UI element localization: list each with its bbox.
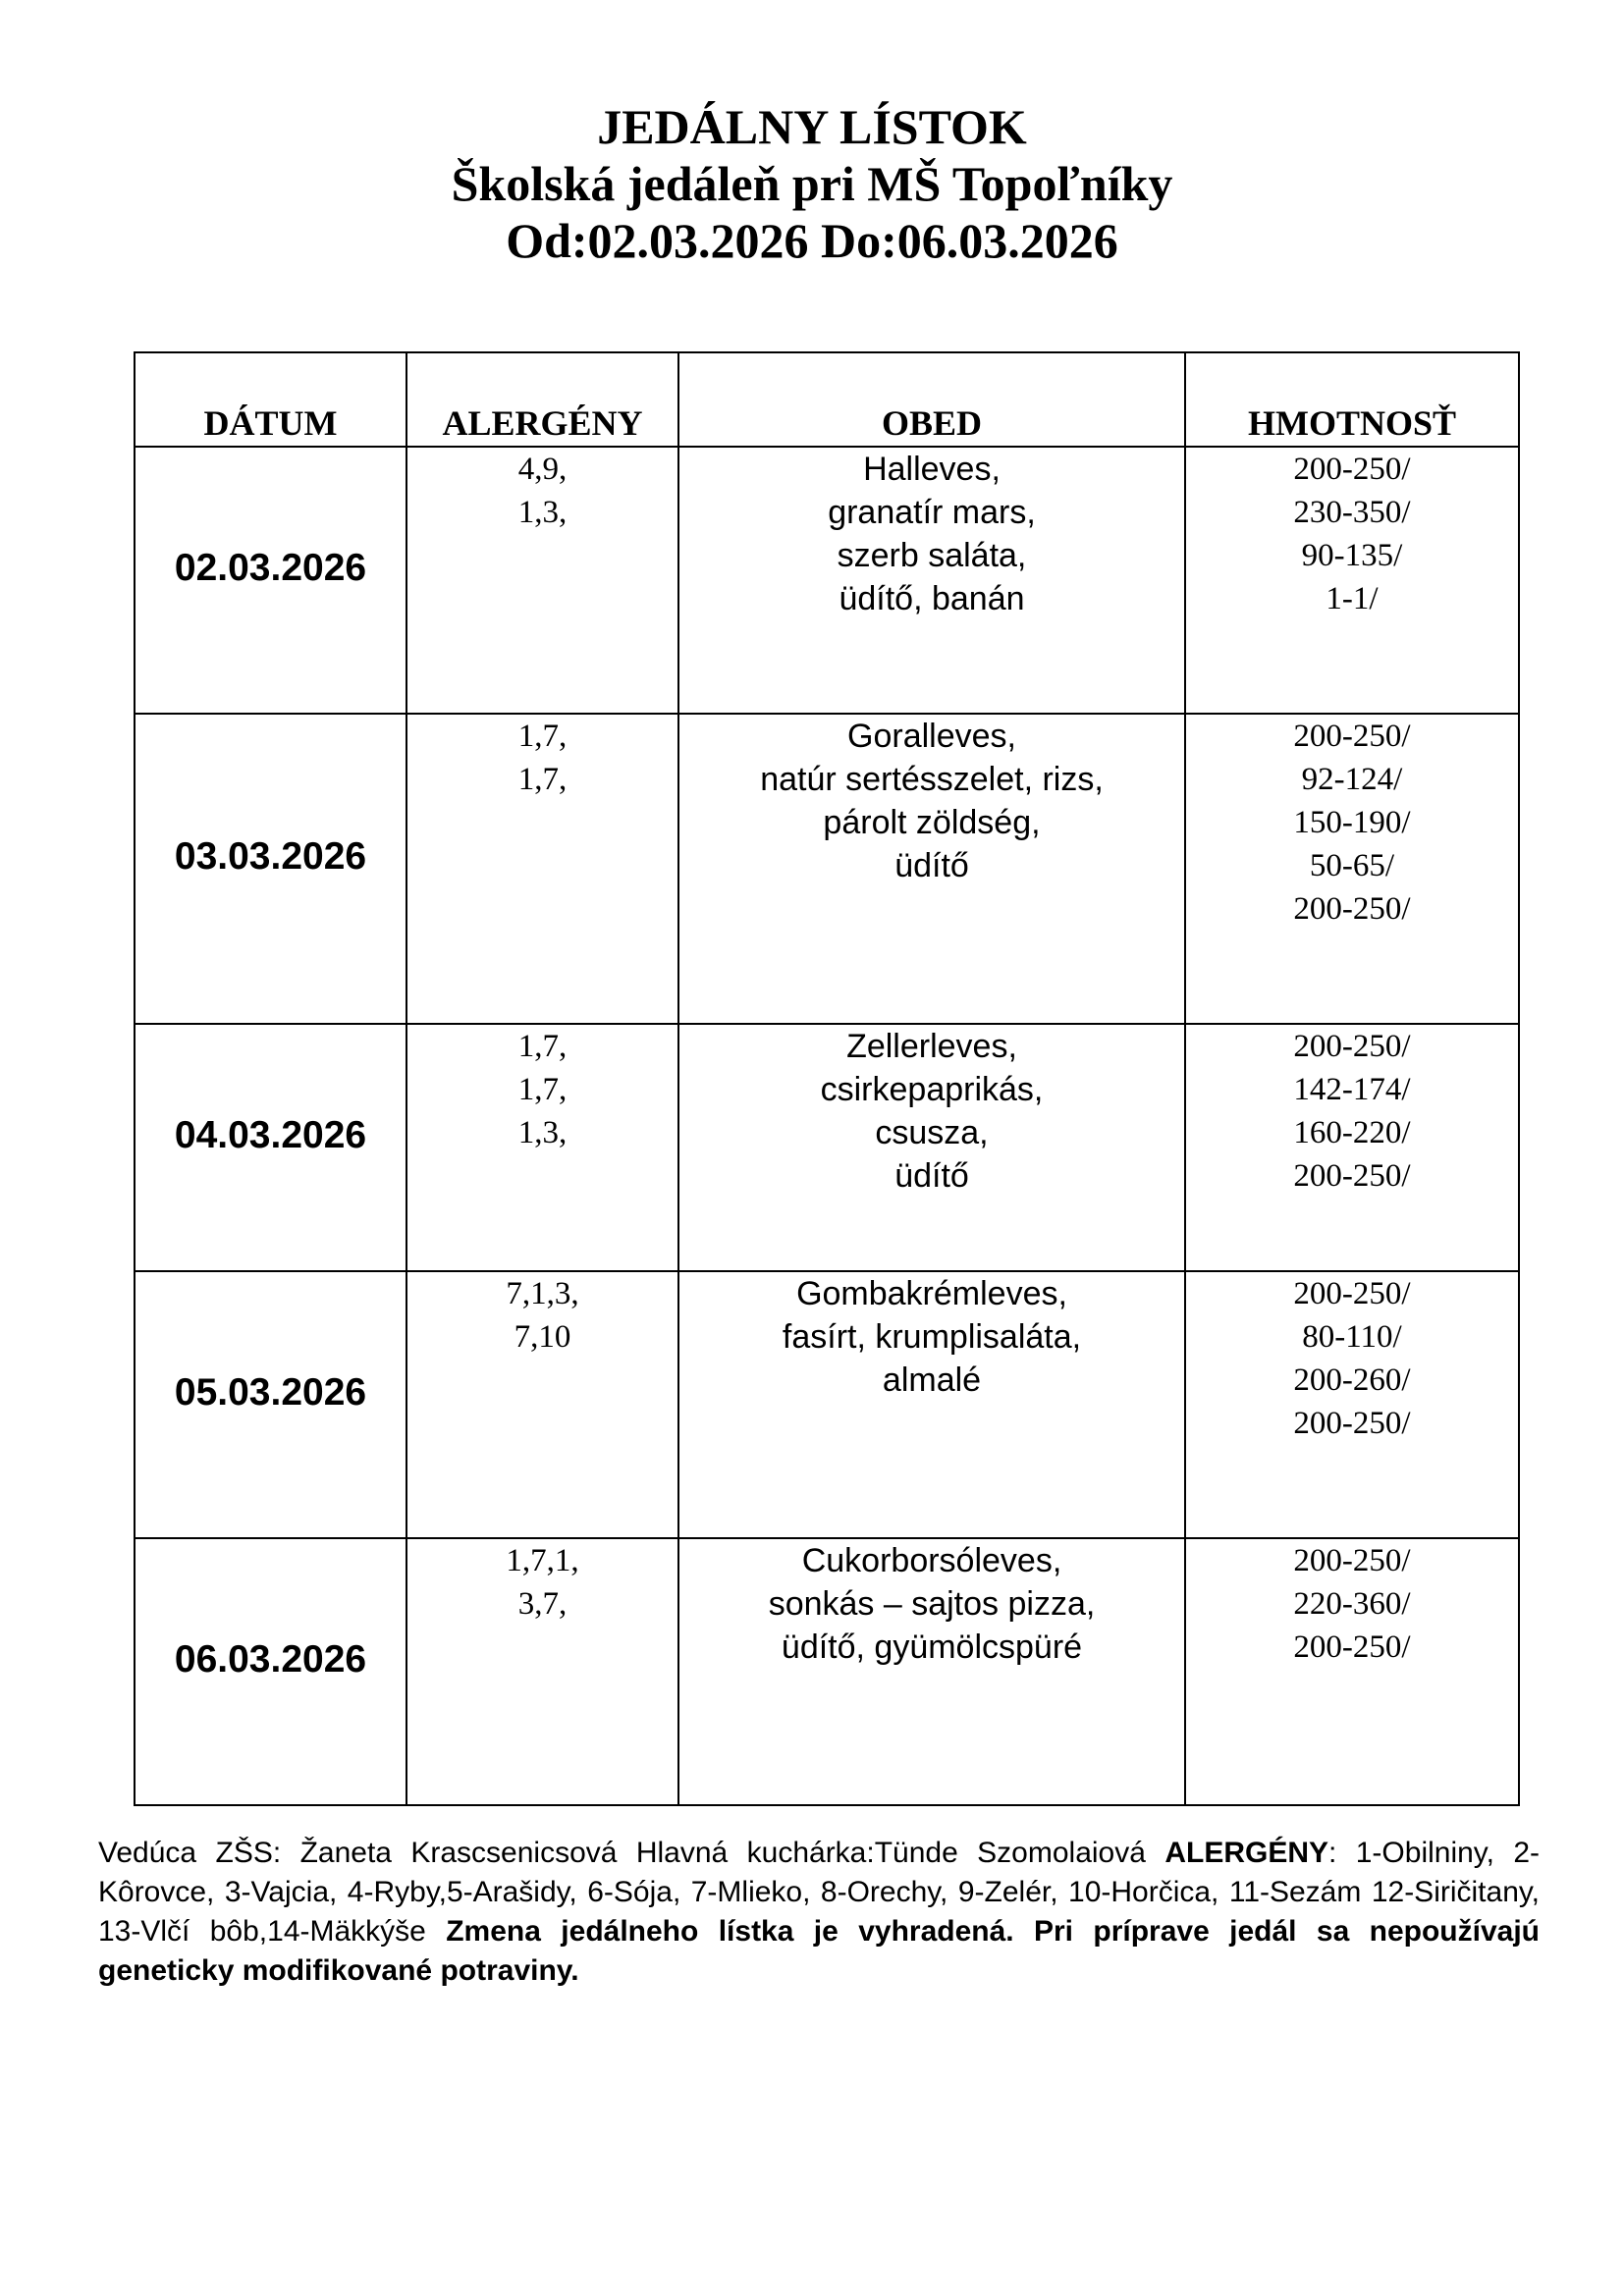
table-row	[135, 1538, 1519, 1805]
row-meal	[678, 447, 1185, 714]
page-title: JEDÁLNY LÍSTOK	[597, 99, 1027, 154]
footer-allergens-label: ALERGÉNY	[1164, 1837, 1329, 1869]
row-weights-line: 90-135/	[1301, 538, 1403, 573]
row-date-text: 03.03.2026	[174, 835, 367, 878]
row-allergens	[406, 447, 678, 714]
row-weights-line: 230-350/	[1293, 495, 1411, 530]
row-allergens	[406, 1538, 678, 1805]
footer-allergens-list: : 1-Obilniny, 2-Kôrovce, 3-Vajcia, 4-Ryby,5-Arašidy, 6-Sója, 7-Mlieko, 8-Orechy, 9-Zelér, 10-Horčica, 11-Sezám 12-Siričitany, 13-Vlčí bôb,14-Mäkkýše	[98, 1837, 1540, 1948]
column-header-allergens: ALERGÉNY	[406, 352, 678, 447]
row-date	[135, 1538, 406, 1805]
row-meal-line: almalé	[882, 1362, 982, 1399]
row-weights-line: 200-250/	[1293, 1029, 1411, 1064]
row-meal-line: üdítő, banán	[839, 580, 1025, 617]
row-meal-line: Gombakrémleves,	[796, 1275, 1067, 1312]
row-meal-line: üdítő	[894, 1157, 969, 1195]
row-allergens-line: 1,3,	[517, 495, 568, 530]
row-meal-line: üdítő, gyümölcspüré	[781, 1629, 1083, 1666]
row-date	[135, 447, 406, 714]
menu-period: Od:02.03.2026 Do:06.03.2026	[506, 213, 1118, 268]
footer-notice: Zmena jedálneho lístka je vyhradená. Pri príprave jedál sa nepoužívajú geneticky modifikované potraviny.	[98, 1915, 1540, 1987]
row-allergens-line: 1,7,	[517, 762, 568, 797]
row-weights-line: 200-250/	[1293, 1406, 1411, 1441]
row-allergens-line: 1,3,	[517, 1115, 568, 1150]
row-weights-line: 200-260/	[1293, 1362, 1411, 1398]
row-weights-line: 200-250/	[1293, 719, 1411, 754]
row-allergens-line: 4,9,	[517, 452, 568, 487]
table-row	[135, 447, 1519, 714]
row-meal-line: natúr sertésszelet, rizs,	[760, 761, 1104, 798]
row-meal	[678, 1024, 1185, 1271]
row-weights	[1185, 1024, 1519, 1271]
row-weights	[1185, 714, 1519, 1024]
row-allergens-line: 1,7,	[517, 1029, 568, 1064]
row-weights-line: 150-190/	[1293, 805, 1411, 840]
row-meal-line: párolt zöldség,	[823, 804, 1041, 841]
row-meal-line: fasírt, krumplisaláta,	[782, 1318, 1082, 1356]
table-row	[135, 1271, 1519, 1538]
row-meal-line: Goralleves,	[847, 718, 1016, 755]
column-header-weight: HMOTNOSŤ	[1185, 352, 1519, 447]
row-meal-line: granatír mars,	[828, 494, 1036, 531]
row-allergens-line: 1,7,	[517, 719, 568, 754]
row-meal-line: sonkás – sajtos pizza,	[768, 1585, 1096, 1623]
row-date	[135, 1271, 406, 1538]
row-weights-line: 1-1/	[1326, 581, 1379, 616]
row-meal	[678, 1271, 1185, 1538]
table-row	[135, 714, 1519, 1024]
row-allergens-line: 7,10	[514, 1319, 571, 1355]
row-meal-line: üdítő	[894, 847, 969, 884]
column-header-date: DÁTUM	[135, 352, 406, 447]
row-weights-line: 200-250/	[1293, 1543, 1411, 1578]
table-row	[135, 1024, 1519, 1271]
row-date-text: 04.03.2026	[174, 1114, 367, 1156]
row-weights-line: 200-250/	[1293, 1158, 1411, 1194]
row-meal-line: csirkepaprikás,	[820, 1071, 1044, 1108]
row-meal	[678, 714, 1185, 1024]
page-subtitle: Školská jedáleň pri MŠ Topoľníky	[451, 156, 1173, 211]
row-weights-line: 200-250/	[1293, 1276, 1411, 1311]
menu-table	[134, 351, 1520, 1806]
row-date	[135, 714, 406, 1024]
row-allergens-line: 3,7,	[517, 1586, 568, 1622]
row-weights-line: 200-250/	[1293, 1629, 1411, 1665]
row-weights	[1185, 1538, 1519, 1805]
row-allergens-line: 1,7,	[517, 1072, 568, 1107]
row-weights-line: 92-124/	[1301, 762, 1403, 797]
row-allergens	[406, 1024, 678, 1271]
row-weights-line: 142-174/	[1293, 1072, 1411, 1107]
row-meal-line: Cukorborsóleves,	[801, 1542, 1062, 1579]
row-allergens-line: 7,1,3,	[506, 1276, 579, 1311]
row-meal-line: szerb saláta,	[837, 537, 1027, 574]
row-meal-line: csusza,	[875, 1114, 989, 1151]
row-meal	[678, 1538, 1185, 1805]
column-header-meal: OBED	[678, 352, 1185, 447]
footer-staff: Vedúca ZŠS: Žaneta Krascsenicsová Hlavná kuchárka:Tünde Szomolaiová	[98, 1837, 1165, 1869]
row-allergens	[406, 714, 678, 1024]
row-weights-line: 200-250/	[1293, 452, 1411, 487]
row-date-text: 06.03.2026	[174, 1638, 367, 1681]
row-allergens-line: 1,7,1,	[506, 1543, 579, 1578]
row-date-text: 02.03.2026	[174, 547, 367, 589]
row-weights-line: 160-220/	[1293, 1115, 1411, 1150]
row-meal-line: Halleves,	[863, 451, 1001, 488]
row-allergens	[406, 1271, 678, 1538]
table-header-row	[135, 352, 1519, 447]
footer-note	[98, 1834, 1540, 1991]
row-weights-line: 50-65/	[1309, 848, 1395, 883]
row-meal-line: Zellerleves,	[846, 1028, 1017, 1065]
row-date	[135, 1024, 406, 1271]
row-weights	[1185, 1271, 1519, 1538]
row-weights-line: 220-360/	[1293, 1586, 1411, 1622]
page-header	[0, 98, 1624, 269]
row-weights-line: 200-250/	[1293, 891, 1411, 927]
row-date-text: 05.03.2026	[174, 1371, 367, 1414]
row-weights-line: 80-110/	[1302, 1319, 1402, 1355]
row-weights	[1185, 447, 1519, 714]
